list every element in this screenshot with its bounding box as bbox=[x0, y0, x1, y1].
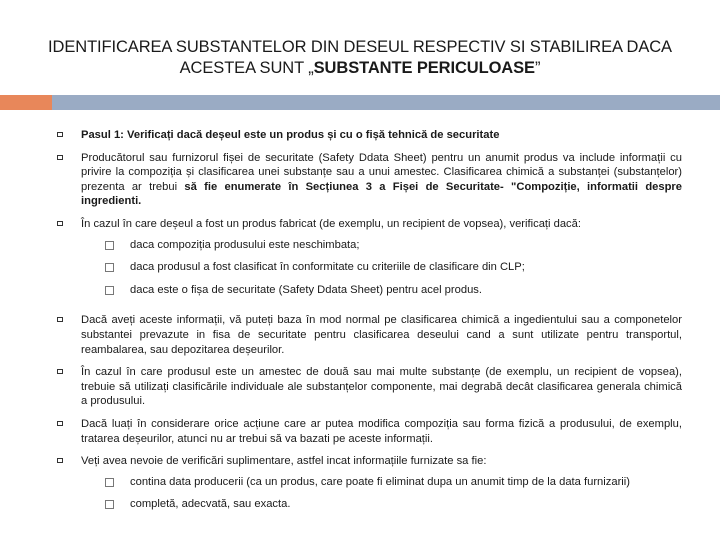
square-bullet-icon bbox=[57, 132, 63, 137]
list-item: Dacă luați în considerare orice acțiune care ar putea modifica compoziția sau forma fizică a produsului, de exemplu, tratarea deșeurilor, atunci nu ar trebui să va bazati pe aceste informații. bbox=[57, 417, 682, 446]
accent-bar-blue bbox=[52, 95, 720, 110]
list-item: Dacă aveți aceste informații, vă puteți baza în mod normal pe clasificarea chimică a ingedientului sau a componetelor substantei prevazute in fisa de securitate pentru clasificarea deseului cand a sunt utilizate pentru transportul, reambalarea, sau depozitarea deșeurilor. bbox=[57, 313, 682, 357]
checkbox-icon bbox=[105, 241, 114, 250]
slide-title bbox=[40, 37, 680, 79]
title-line-1: IDENTIFICAREA SUBSTANTELOR DIN DESEUL RESPECTIV SI STABILIREA DACA bbox=[48, 38, 672, 56]
list-item bbox=[57, 128, 682, 143]
square-bullet-icon bbox=[57, 317, 63, 322]
accent-bar-orange bbox=[0, 95, 52, 110]
square-bullet-icon bbox=[57, 155, 63, 160]
title-line-2: ACESTEA SUNT „SUBSTANTE PERICULOASE” bbox=[179, 59, 541, 77]
checkbox-icon bbox=[105, 478, 114, 487]
list-item bbox=[57, 217, 682, 305]
checkbox-icon bbox=[105, 500, 114, 509]
square-bullet-icon bbox=[57, 458, 63, 463]
bullet-list bbox=[57, 128, 682, 528]
sub-item: completă, adecvată, sau exacta. bbox=[105, 497, 682, 512]
square-bullet-icon bbox=[57, 369, 63, 374]
square-bullet-icon bbox=[57, 421, 63, 426]
sub-item: daca este o fișa de securitate (Safety Ddata Sheet) pentru acel produs. bbox=[105, 283, 682, 298]
verify-text: În cazul în care deșeul a fost un produs fabricat (de exemplu, un recipient de vopsea), verificați dacă: daca compoziția produsului este neschimbata; daca produsul a fost clasificat în conformitate cu criteriile de clasificare din CLP; daca este o fișa de securitate (Safety Ddata Sheet) pentru acel produs. bbox=[81, 217, 682, 305]
checkbox-icon bbox=[105, 263, 114, 272]
list-item bbox=[57, 151, 682, 209]
producer-text: Producătorul sau furnizorul fișei de securitate (Safety Ddata Sheet) pentru un anumit produs va include informații cu privire la compoziția și clasificarea unei substanțe sau a unui amestec. Clasificarea chimică a substanței (substanțelor) prezenta ar trebui să fie enumerate în Secțiunea 3 a Fișei de Securitate- "Compoziție, informatii despre ingredienti. bbox=[81, 151, 683, 208]
checkbox-icon bbox=[105, 286, 114, 295]
sub-item: contina data producerii (ca un produs, care poate fi eliminat dupa un anumit timp de la data furnizarii) bbox=[105, 475, 682, 490]
list-item: În cazul în care produsul este un amestec de două sau mai multe substanțe (de exemplu, un recipient de vopsea), trebuie să utilizați clasificările individuale ale substanțelor componente, mai degrabă decât clasificarea generala chimică a produsului. bbox=[57, 365, 682, 409]
square-bullet-icon bbox=[57, 221, 63, 226]
sub-item: daca compoziția produsului este neschimbata; bbox=[105, 238, 682, 253]
list-item: Veți avea nevoie de verificări suplimentare, astfel incat informațiile furnizate sa fie: contina data producerii (ca un produs, care poate fi eliminat dupa un anumit timp de la data furnizarii) completă, adecvată, sau exacta. bbox=[57, 454, 682, 520]
sub-item: daca produsul a fost clasificat în conformitate cu criteriile de clasificare din CLP; bbox=[105, 260, 682, 275]
step-1-text: Pasul 1: Verificați dacă deșeul este un produs și cu o fișă tehnică de securitate bbox=[81, 129, 500, 141]
